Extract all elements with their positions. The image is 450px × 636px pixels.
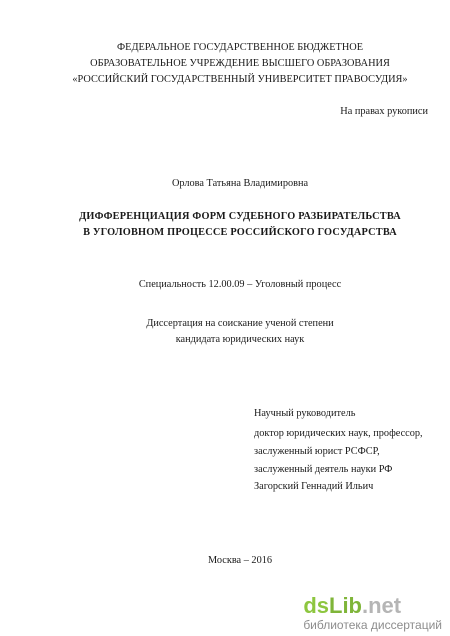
supervisor-name: Загорский Геннадий Ильич	[254, 481, 374, 492]
title-line-2: В УГОЛОВНОМ ПРОЦЕССЕ РОССИЙСКОГО ГОСУДАРСТВА	[83, 227, 397, 238]
supervisor-title-1: заслуженный юрист РСФСР,	[254, 446, 380, 457]
logo-net: .net	[362, 593, 402, 618]
logo-ds: ds	[303, 593, 329, 618]
institution-line-2: ОБРАЗОВАТЕЛЬНОЕ УЧРЕЖДЕНИЕ ВЫСШЕГО ОБРАЗОВАНИЯ	[90, 58, 390, 69]
dslib-watermark[interactable]	[303, 595, 442, 632]
dslib-logo	[303, 595, 442, 617]
watermark-subtitle: библиотека диссертаций	[303, 618, 442, 632]
degree-line-1: Диссертация на соискание ученой степени	[146, 318, 334, 329]
institution-line-3: «РОССИЙСКИЙ ГОСУДАРСТВЕННЫЙ УНИВЕРСИТЕТ ПРАВОСУДИЯ»	[72, 74, 408, 85]
specialty: Специальность 12.00.09 – Уголовный процесс	[138, 279, 342, 290]
author-name: Орлова Татьяна Владимировна	[171, 178, 309, 189]
logo-lib: Lib	[329, 593, 362, 618]
supervisor-title-2: заслуженный деятель науки РФ	[254, 464, 393, 475]
degree-line-2: кандидата юридических наук	[175, 334, 305, 345]
place-year: Москва – 2016	[207, 555, 273, 566]
institution-line-1: ФЕДЕРАЛЬНОЕ ГОСУДАРСТВЕННОЕ БЮДЖЕТНОЕ	[117, 42, 363, 53]
rights-note: На правах рукописи	[340, 106, 428, 117]
supervisor-label: Научный руководитель	[254, 408, 356, 419]
title-line-1: ДИФФЕРЕНЦИАЦИЯ ФОРМ СУДЕБНОГО РАЗБИРАТЕЛЬСТВА	[79, 211, 401, 222]
supervisor-degree: доктор юридических наук, профессор,	[254, 428, 423, 439]
